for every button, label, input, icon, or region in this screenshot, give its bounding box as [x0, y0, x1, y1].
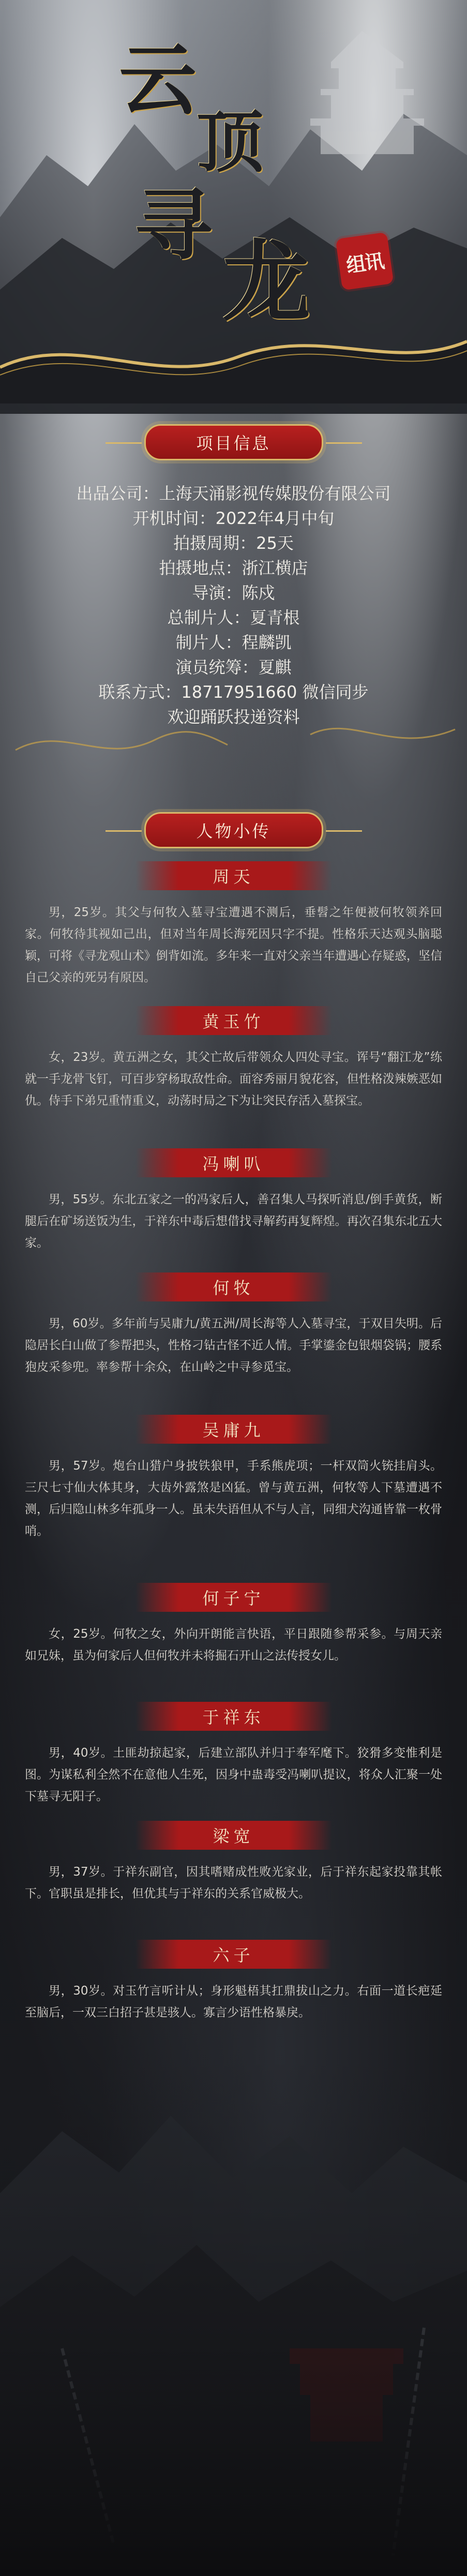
character-name-bar [135, 1583, 332, 1612]
character-desc: 男，40岁。土匪劫掠起家，后建立部队并归于奉军麾下。狡猾多变惟利是图。为谋私利全然不在意他人生死，因身中蛊毒受冯喇叭提议，将众人汇聚一处下墓寻无阳子。 [25, 1746, 442, 1803]
character-name-bar [135, 1940, 332, 1969]
title-char-1: 云 [119, 35, 197, 126]
character-desc: 男，60岁。多年前与吴庸九/黄五洲/周长海等人入墓寻宝，于双目失明。后隐居长白山做了参帮把头，性格刁钻古怪不近人情。手掌鎏金包银烟袋锅；腰系狍皮采参兜。率参帮十余众，在山岭之中寻参觅宝。 [25, 1317, 442, 1374]
character-name-bar [135, 1148, 332, 1177]
title-char-4: 龙 [222, 230, 311, 334]
info-line: 出品公司：上海天涌影视传媒股份有限公司 [76, 484, 391, 503]
info-line: 开机时间：2022年4月中旬 [132, 508, 335, 528]
info-line: 导演：陈戍 [192, 583, 275, 603]
characters-banner [144, 812, 323, 848]
character-desc: 女，25岁。何牧之女，外向开朗能言快语，平日跟随参帮采参。与周天亲如兄妹，虽为何家后人但何牧并未将掘石开山之法传授女儿。 [25, 1627, 442, 1663]
seal-text: 组讯 [344, 248, 385, 277]
character-desc: 男，25岁。其父与何牧入墓寻宝遭遇不测后，垂髫之年便被何牧领养回家。何牧待其视如己出，但对当年周长海死因只字不提。性格乐天达观头脑聪颖，可将《寻龙观山术》倒背如流。多年来一直对父亲当年遭遇心存疑惑，坚信自己父亲的死另有原因。 [25, 906, 442, 984]
character-card [25, 1821, 442, 1905]
character-desc: 男，55岁。东北五家之一的冯家后人，善召集人马探听消息/倒手黄货，断腿后在矿场送饭为生，于祥东中毒后想借找寻解药再复辉煌。再次召集东北五大家。 [25, 1193, 442, 1250]
cloud-swirl-icon [0, 703, 467, 776]
info-line: 总制片人：夏青根 [167, 608, 300, 627]
character-card [25, 1702, 442, 1807]
character-name-bar [135, 1006, 332, 1035]
character-name: 梁宽 [213, 1826, 254, 1846]
character-name: 何子宁 [202, 1589, 265, 1608]
character-name-bar [135, 1415, 332, 1444]
character-card [25, 1583, 442, 1667]
bottom-mountain-art [0, 2059, 467, 2576]
character-desc: 女，23岁。黄五洲之女，其父亡故后带领众人四处寻宝。诨号“翻江龙”练就一手龙骨飞钉，可百步穿杨取敌性命。面容秀丽月貌花容，但性格泼辣嫉恶如仇。侍手下弟兄重情重义，动荡时局之下为让突民存活入墓探宝。 [25, 1051, 442, 1107]
project-info-list [0, 481, 467, 729]
character-name-bar [135, 1272, 332, 1301]
characters-banner-label: 人物小传 [196, 821, 271, 841]
info-line: 制片人：程麟凯 [175, 633, 292, 652]
character-card [25, 1006, 442, 1112]
character-card [25, 1272, 442, 1378]
character-name: 六子 [213, 1945, 254, 1965]
seal-stamp [336, 232, 394, 291]
info-line: 拍摄地点：浙江横店 [159, 558, 308, 578]
character-desc: 男，37岁。于祥东副官，因其嗜赌成性败光家业，后于祥东起家投靠其帐下。官职虽是排长，但优其与于祥东的关系官威极大。 [25, 1865, 442, 1900]
character-name: 黄玉竹 [202, 1012, 265, 1031]
character-desc: 男，30岁。对玉竹言听计从；身形魁梧其扛鼎拔山之力。右面一道长疤延至脑后，一双三白招子甚是骇人。寡言少语性格暴戾。 [25, 1984, 442, 2019]
character-name-bar [135, 861, 332, 890]
title-char-3: 寻 [134, 179, 213, 271]
welcome-line: 欢迎踊跃投递资料 [167, 707, 300, 727]
character-name: 何牧 [213, 1278, 254, 1298]
title-calligraphy [98, 31, 388, 341]
info-line: 演员统筹：夏麒 [175, 657, 292, 677]
character-card [25, 1415, 442, 1542]
project-info-banner-label: 项目信息 [196, 433, 271, 453]
character-card [25, 1148, 442, 1254]
project-info-banner [144, 424, 323, 460]
gold-wave-divider [0, 310, 467, 403]
character-card [25, 861, 442, 989]
character-desc: 男，57岁。炮台山猎户身披铁狼甲，手系熊虎项；一杆双筒火铳挂肩头。三尺七寸仙大体其身，大齿外露煞是凶猛。曾与黄五洲，何牧等人下墓遭遇不测，后归隐山林多年孤身一人。虽未失语但从不与人言，同细犬沟通皆靠一枚骨哨。 [25, 1459, 442, 1538]
character-name: 周天 [213, 867, 254, 887]
character-card [25, 1940, 442, 2024]
character-name: 吴庸九 [202, 1420, 265, 1440]
info-line: 拍摄周期：25天 [173, 533, 294, 553]
character-name: 冯喇叭 [202, 1154, 265, 1174]
title-char-2: 顶 [197, 102, 264, 182]
character-name-bar [135, 1821, 332, 1850]
character-name: 于祥东 [202, 1708, 265, 1727]
contact-line: 联系方式：18717951660 微信同步 [98, 682, 369, 702]
character-name-bar [135, 1702, 332, 1731]
